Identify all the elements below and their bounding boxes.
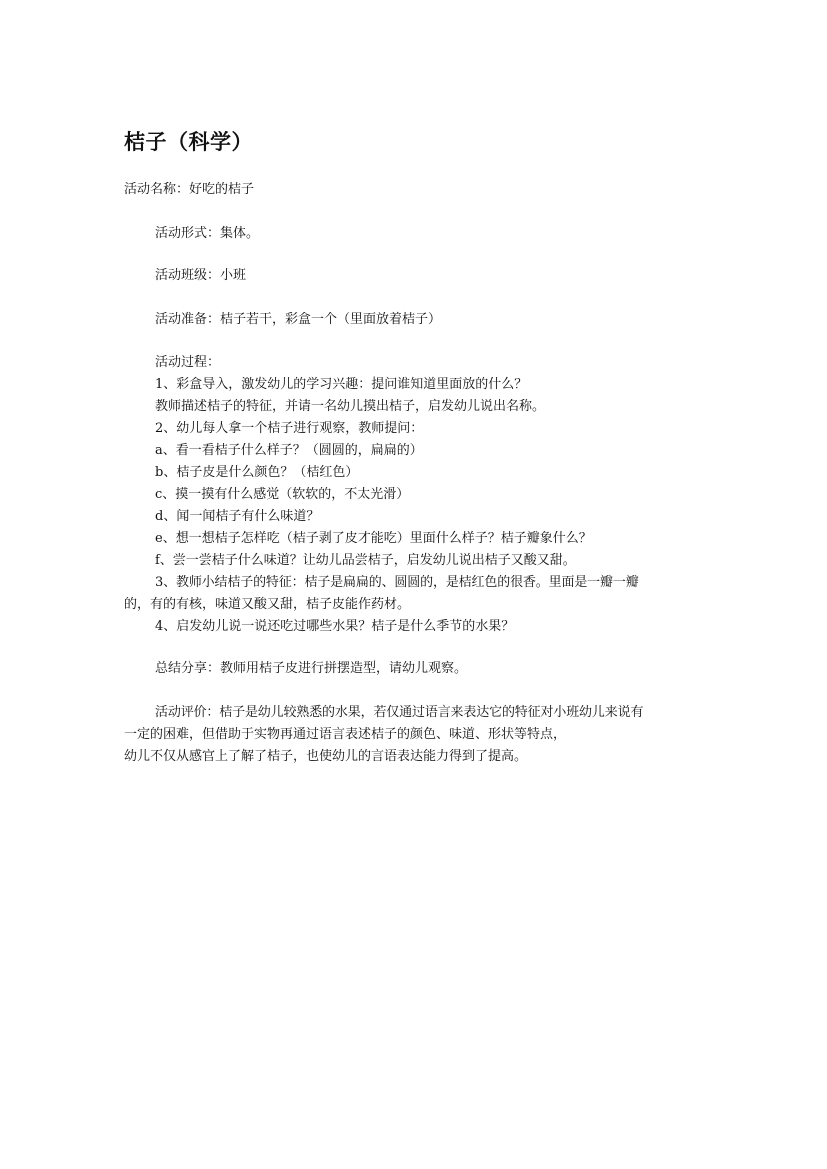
document-title: 桔子（科学）: [124, 130, 253, 154]
process-line: 4、启发幼儿说一说还吃过哪些水果？桔子是什么季节的水果？: [155, 619, 515, 634]
process-line: 2、幼儿每人拿一个桔子进行观察，教师提问：: [155, 421, 424, 436]
process-line: f、尝一尝桔子什么味道？让幼儿品尝桔子，启发幼儿说出桔子又酸又甜。: [155, 553, 576, 568]
summary: 总结分享：教师用桔子皮进行拼摆造型，请幼儿观察。: [155, 661, 468, 676]
activity-class: 活动班级：小班: [155, 268, 247, 283]
process-line: c、摸一摸有什么感觉（软软的，不太光滑）: [155, 487, 410, 502]
process-line: e、想一想桔子怎样吃（桔子剥了皮才能吃）里面什么样子？桔子瓣象什么？: [155, 531, 592, 546]
process-line: b、桔子皮是什么颜色？（桔红色）: [155, 465, 359, 480]
activity-prep: 活动准备：桔子若干，彩盒一个（里面放着桔子）: [155, 312, 442, 327]
process-line: 教师描述桔子的特征，并请一名幼儿摸出桔子，启发幼儿说出名称。: [155, 399, 546, 414]
evaluation-line: 活动评价：桔子是幼儿较熟悉的水果，若仅通过语言来表达它的特征对小班幼儿来说有: [155, 705, 644, 720]
process-heading: 活动过程：: [155, 355, 221, 370]
process-line: 1、彩盒导入，激发幼儿的学习兴趣：提问谁知道里面放的什么？: [155, 377, 528, 392]
process-line: a、看一看桔子什么样子？（圆圆的，扁扁的）: [155, 443, 423, 458]
process-line: 3、教师小结桔子的特征：桔子是扁扁的、圆圆的，是桔红色的很香。里面是一瓣一瓣: [155, 575, 639, 590]
activity-name: 活动名称：好吃的桔子: [124, 182, 255, 197]
process-line: d、闻一闻桔子有什么味道？: [155, 509, 320, 524]
evaluation-line: 幼儿不仅从感官上了解了桔子，也使幼儿的言语表达能力得到了提高。: [124, 749, 528, 764]
evaluation-line: 一定的困难，但借助于实物再通过语言表述桔子的颜色、味道、形状等特点，: [124, 727, 567, 742]
activity-form: 活动形式：集体。: [155, 226, 260, 241]
process-line: 的，有的有核，味道又酸又甜，桔子皮能作药材。: [124, 597, 411, 612]
